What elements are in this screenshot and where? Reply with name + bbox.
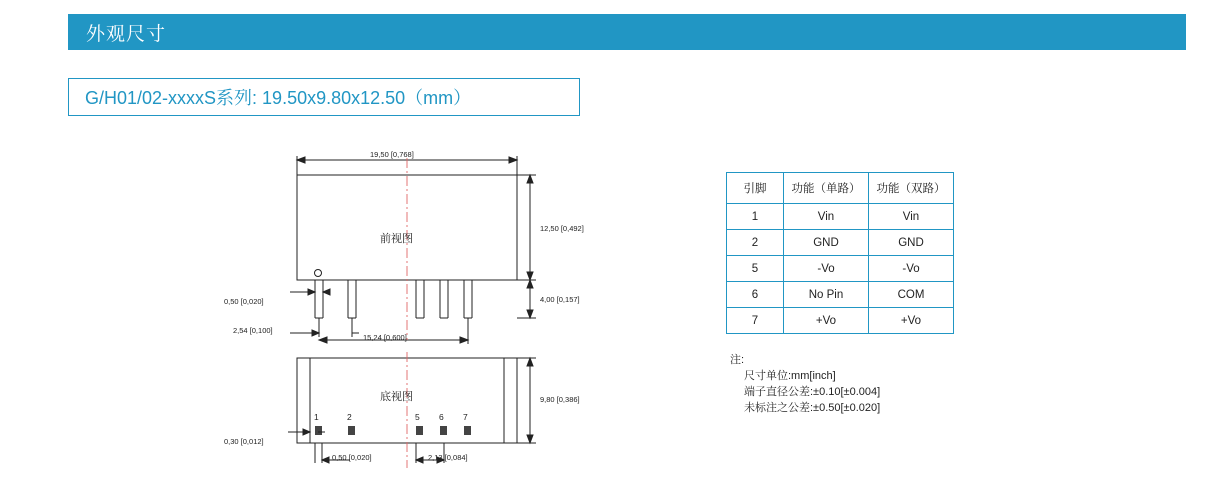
section-header-bar	[68, 14, 1186, 50]
dim-bottom-pad-213: 2,13 [0,084]	[428, 453, 468, 462]
cell-pin: 5	[727, 256, 784, 282]
table-header-dual: 功能（双路）	[869, 173, 954, 204]
dim-pin-height-right: 4,00 [0,157]	[540, 295, 580, 304]
cell-dual: Vin	[869, 204, 954, 230]
cell-dual: GND	[869, 230, 954, 256]
dim-bottom-thickness-left: 0,30 [0,012]	[224, 437, 264, 446]
dim-height-right: 12,50 [0,492]	[540, 224, 584, 233]
notes-block	[730, 352, 880, 416]
mechanical-drawing	[224, 140, 650, 480]
pad-number-5: 5	[415, 412, 420, 422]
dim-span-1524: 15,24 [0,600]	[363, 333, 407, 342]
dim-bottom-height-right: 9,80 [0,386]	[540, 395, 580, 404]
notes-line-3: 未标注之公差:±0.50[±0.020]	[744, 402, 881, 414]
dim-bottom-pad-050: 0,50 [0,020]	[332, 453, 372, 462]
dim-top-width: 19,50 [0,768]	[370, 150, 414, 159]
dim-pin-width-left: 0,50 [0,020]	[224, 297, 264, 306]
pin-function-table	[726, 172, 954, 334]
cell-pin: 2	[727, 230, 784, 256]
table-row	[727, 256, 954, 282]
table-header-single: 功能（单路）	[784, 173, 869, 204]
cell-single: -Vo	[784, 256, 869, 282]
table-header-row	[727, 173, 954, 204]
cell-single: GND	[784, 230, 869, 256]
drawing-svg	[230, 140, 650, 480]
cell-dual: +Vo	[869, 308, 954, 334]
cell-dual: COM	[869, 282, 954, 308]
dim-pitch-254: 2,54 [0,100]	[233, 326, 273, 335]
front-view-label: 前视图	[380, 233, 413, 245]
table-row	[727, 282, 954, 308]
pad-number-6: 6	[439, 412, 444, 422]
table-row	[727, 230, 954, 256]
cell-dual: -Vo	[869, 256, 954, 282]
page-title: 外观尺寸	[86, 23, 167, 45]
notes-line-2: 端子直径公差:±0.10[±0.004]	[744, 386, 881, 398]
cell-single: Vin	[784, 204, 869, 230]
pad-number-2: 2	[347, 412, 352, 422]
series-subtitle: G/H01/02-xxxxS系列: 19.50x9.80x12.50（mm）	[85, 88, 472, 108]
pad-number-7: 7	[463, 412, 468, 422]
notes-line-1: 尺寸单位:mm[inch]	[744, 370, 836, 382]
table-row	[727, 308, 954, 334]
notes-title: 注:	[730, 354, 745, 366]
cell-pin: 1	[727, 204, 784, 230]
cell-pin: 6	[727, 282, 784, 308]
series-subtitle-box	[68, 78, 580, 116]
table-header-pin: 引脚	[727, 173, 784, 204]
table-row	[727, 204, 954, 230]
cell-single: +Vo	[784, 308, 869, 334]
pad-number-1: 1	[314, 412, 319, 422]
cell-single: No Pin	[784, 282, 869, 308]
bottom-view-label: 底视图	[380, 391, 413, 403]
cell-pin: 7	[727, 308, 784, 334]
